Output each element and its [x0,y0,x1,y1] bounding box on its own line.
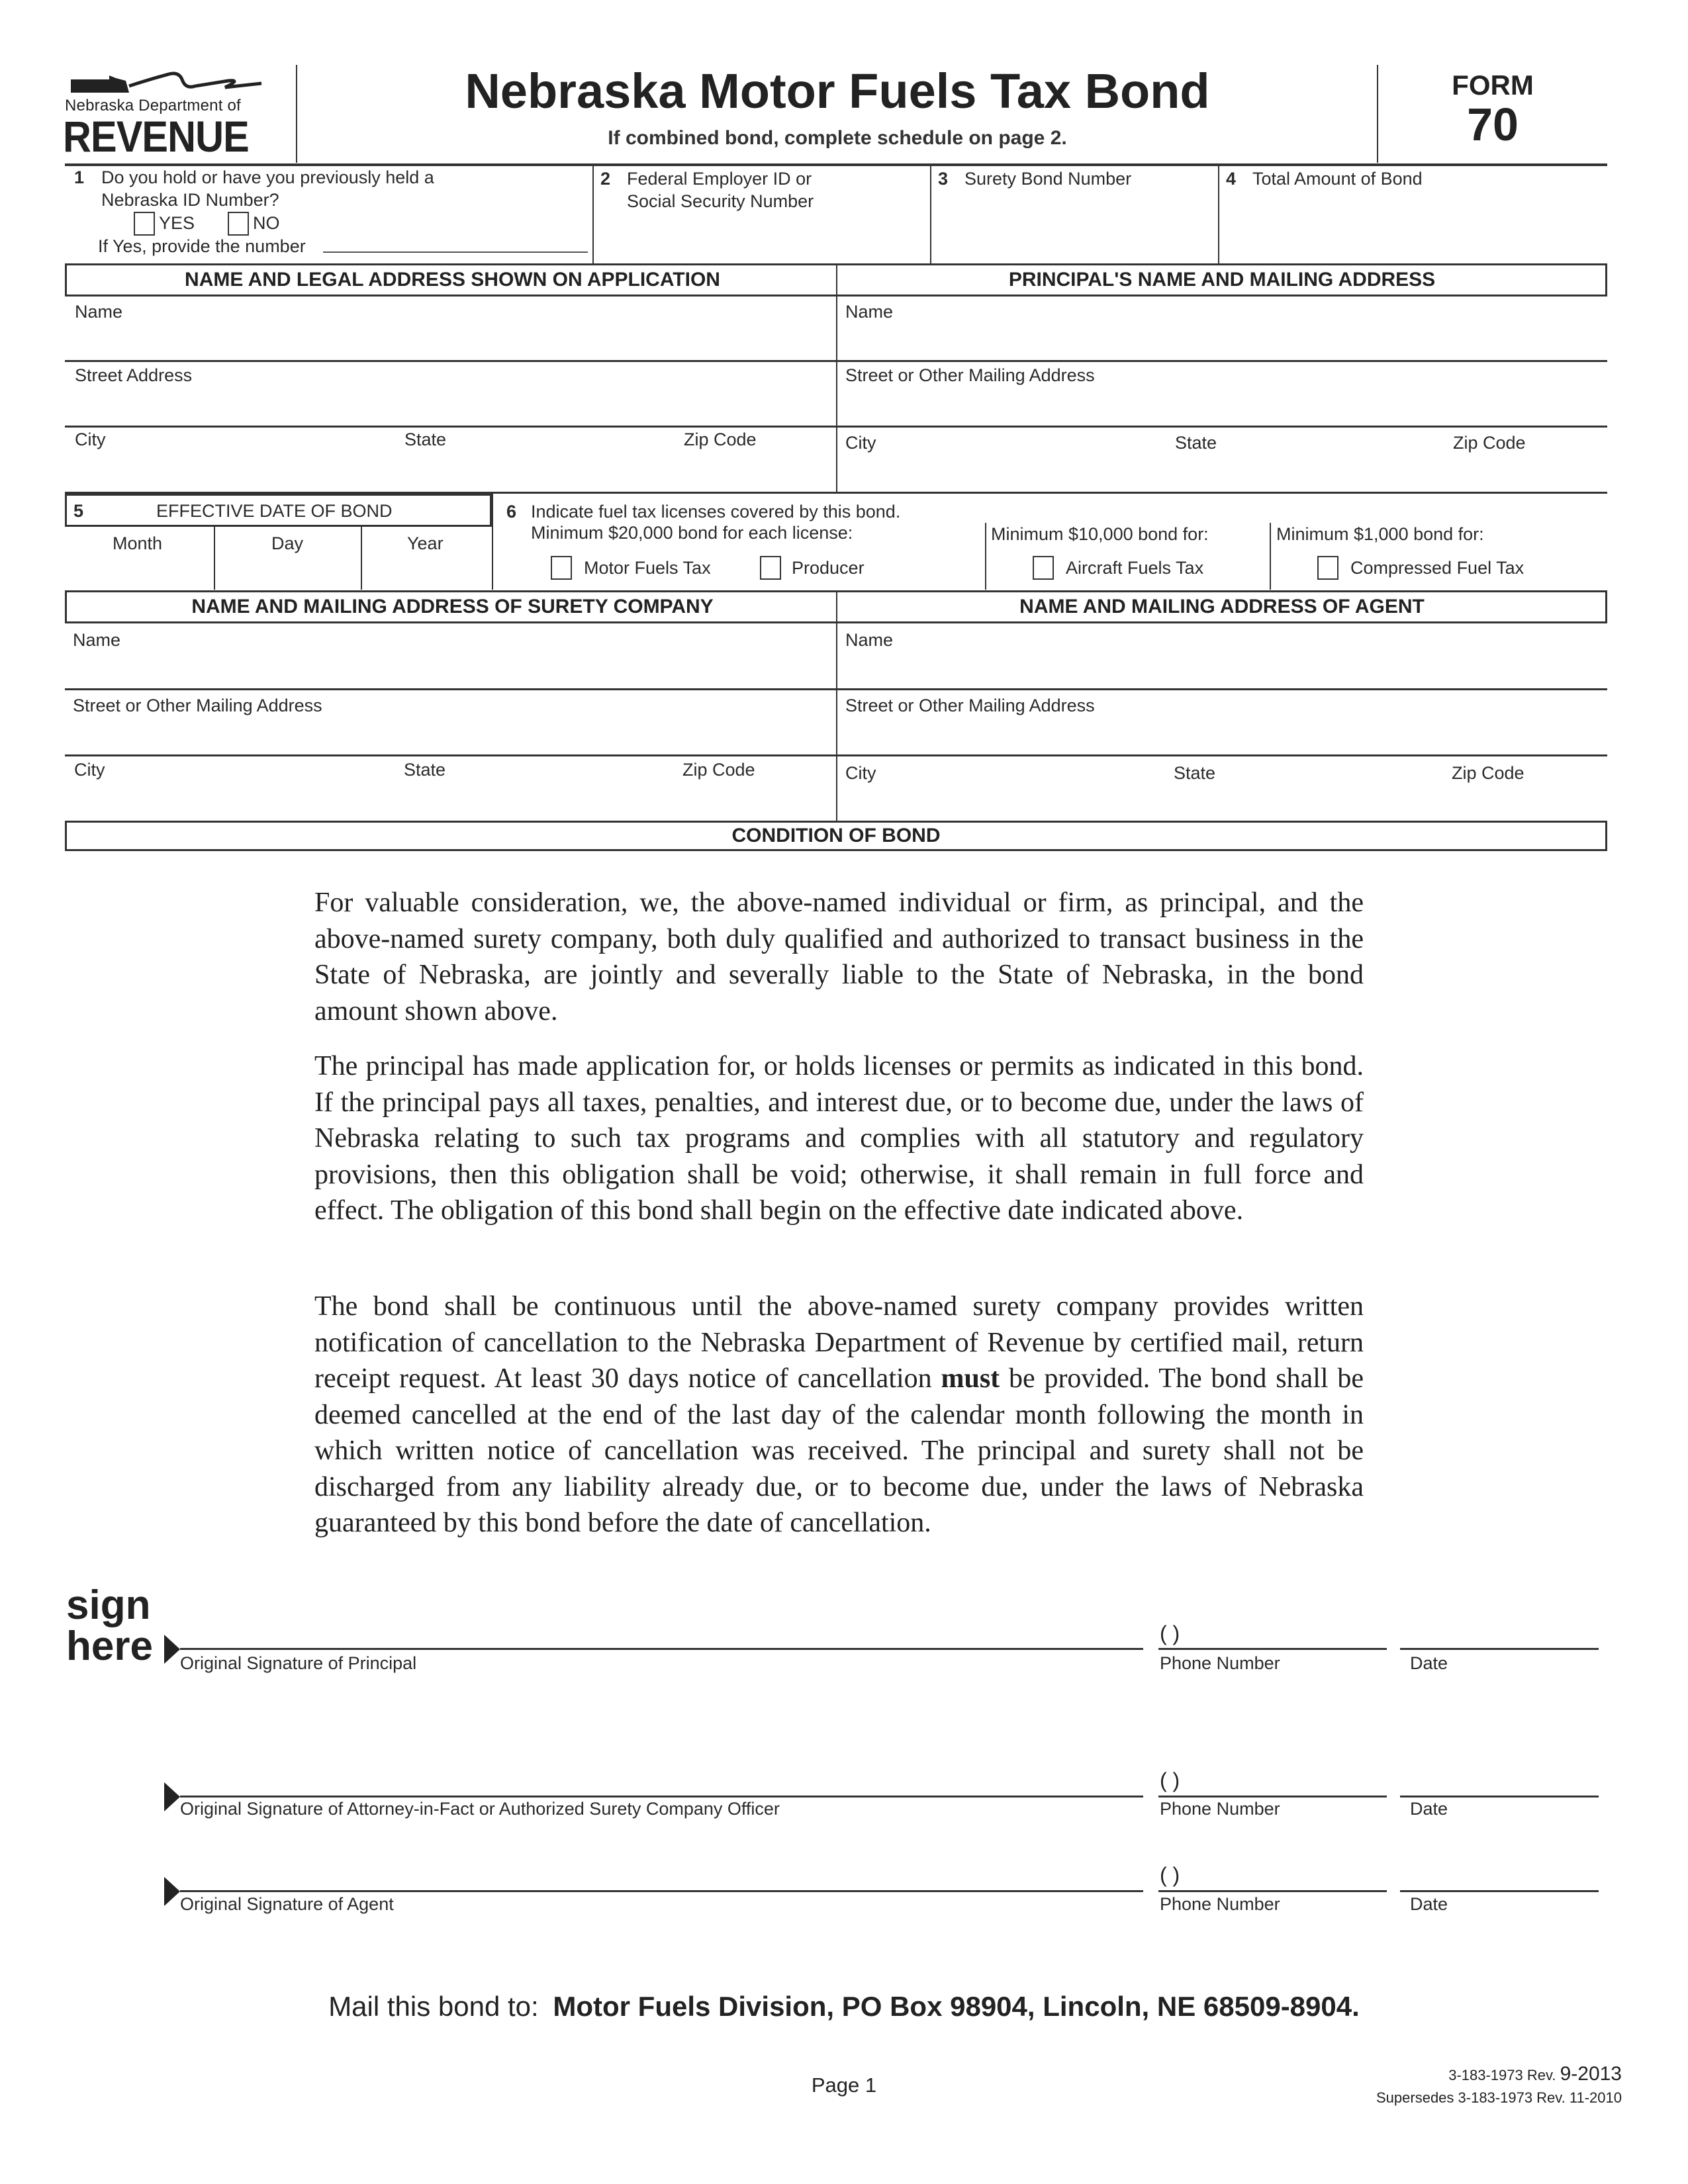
agent-phone-paren: ( ) [1160,1863,1180,1887]
header-divider-left [296,65,297,163]
sign-arrow-icon [164,1877,180,1906]
licenses-line2: Minimum $20,000 bond for each license: [531,523,853,543]
surety-city-label: City [74,760,105,780]
q4-number: 4 [1226,169,1237,189]
app-zip-label: Zip Code [684,430,757,449]
agent-zip-label: Zip Code [1452,763,1524,783]
sign-text: sign [66,1582,151,1628]
condition-paragraph-3 [314,1289,1364,1541]
agent-signature-line[interactable] [180,1890,1143,1892]
year-field[interactable] [362,527,492,590]
effective-date-header [65,494,492,527]
agent-date-label: Date [1410,1894,1448,1914]
agent-street-field[interactable] [837,690,1607,754]
compressed-fuel-tax-checkbox[interactable] [1317,556,1338,580]
effective-date-title: EFFECTIVE DATE OF BOND [156,501,393,521]
q1-number-field[interactable] [323,251,588,253]
q1-line2: Nebraska ID Number? [101,190,279,210]
compressed-fuel-tax-label: Compressed Fuel Tax [1350,558,1524,578]
app-state-label: State [404,430,447,449]
q2-line2: Social Security Number [627,191,814,211]
principal-state-label: State [1175,433,1217,453]
supersedes-line: Supersedes 3-183-1973 Rev. 11-2010 [1376,2089,1622,2106]
principal-zip-label: Zip Code [1453,433,1526,453]
q1-no-label: NO [253,213,280,233]
q1-number: 1 [74,167,85,187]
principal-name-field[interactable] [837,296,1607,360]
month-label: Month [113,533,163,553]
nebraska-map-icon [63,66,268,99]
mail-prefix: Mail this bond to: [328,1991,539,2022]
page-number: Page 1 [811,2073,877,2097]
year-label: Year [407,533,444,553]
app-city-row[interactable] [65,428,836,491]
motor-fuels-tax-checkbox[interactable] [551,556,572,580]
principal-signature-line[interactable] [180,1648,1143,1650]
form-label: FORM [1452,69,1534,101]
mail-instructions [0,1991,1688,2023]
q1-line1: Do you hold or have you previously held a [101,167,434,187]
month-field[interactable] [65,527,214,590]
form-title: Nebraska Motor Fuels Tax Bond [465,64,1210,118]
surety-name-label: Name [73,630,121,650]
section-b-left-header: NAME AND MAILING ADDRESS OF SURETY COMPANY [191,596,714,617]
agent-phone-line[interactable] [1158,1890,1387,1892]
licenses-number: 6 [506,502,517,522]
surety-zip-label: Zip Code [682,760,755,780]
agency-logo [63,66,268,159]
day-field[interactable] [215,527,361,590]
revision-prefix: 3-183-1973 Rev. [1448,2067,1556,2083]
agency-line1: Nebraska Department of [65,97,241,114]
agent-name-label: Name [845,630,894,650]
agent-state-label: State [1174,763,1216,783]
aircraft-fuels-tax-label: Aircraft Fuels Tax [1066,558,1204,578]
sign-here-label [66,1582,153,1669]
q3-number: 3 [938,169,949,189]
agent-phone-label: Phone Number [1160,1894,1280,1914]
principal-city-row[interactable] [837,428,1607,491]
divider [492,494,493,590]
principal-street-field[interactable] [837,362,1607,426]
agent-city-row[interactable] [837,756,1607,820]
question-4[interactable] [1219,165,1607,261]
q1-yes-label: YES [159,213,195,233]
min-1k-label: Minimum $1,000 bond for: [1276,524,1484,544]
agent-city-label: City [845,763,876,783]
principal-phone-paren: ( ) [1160,1621,1180,1645]
day-label: Day [271,533,304,553]
condition-title: CONDITION OF BOND [731,825,941,846]
revision-date: 9-2013 [1560,2063,1622,2085]
section-a-right-header: PRINCIPAL'S NAME AND MAILING ADDRESS [1008,269,1436,291]
principal-city-label: City [845,433,876,453]
producer-checkbox[interactable] [760,556,781,580]
principal-phone-line[interactable] [1158,1648,1387,1650]
mail-address: Motor Fuels Division, PO Box 98904, Lincoln, NE 68509-8904. [553,1991,1360,2022]
surety-date-label: Date [1410,1799,1448,1819]
condition-paragraph-2: The principal has made application for, or holds licenses or permits as indicated in this bond. If the principal pays all taxes, penalties, and interest due, or to become due, under the laws of Nebraska relating to such tax programs and complies with all statutory and regulatory provisions, then this obligation shall be void; otherwise, it shall remain in full force and effect. The obligation of this bond shall begin on the effective date indicated above. [314,1051,1364,1226]
header-divider-right [1377,65,1378,163]
here-text: here [66,1623,153,1669]
q2-number: 2 [600,169,611,189]
motor-fuels-tax-label: Motor Fuels Tax [584,558,711,578]
q1-provide-label: If Yes, provide the number [98,236,306,256]
surety-phone-paren: ( ) [1160,1768,1180,1792]
section-b-right-header: NAME AND MAILING ADDRESS OF AGENT [1019,596,1425,617]
q1-no-checkbox[interactable] [228,212,249,236]
surety-officer-signature-label: Original Signature of Attorney-in-Fact or Authorized Surety Company Officer [180,1799,780,1819]
question-1 [65,165,591,261]
sign-arrow-icon [164,1635,180,1664]
app-name-field[interactable] [65,296,836,360]
form-number: 70 [1467,99,1519,150]
app-street-field[interactable] [65,362,836,426]
divider [1270,523,1271,590]
aircraft-fuels-tax-checkbox[interactable] [1033,556,1054,580]
app-name-label: Name [75,302,123,322]
revision-line [1448,2063,1622,2085]
principal-name-label: Name [845,302,894,322]
p3-text-before: The bond shall be continuous until the above-named surety company provides written notification of cancellation to the Nebraska Department of Revenue by certified mail, return receipt request. At least 30 days notice of cancellation [314,1291,1364,1394]
p3-text-after: be provided. The bond shall be deemed cancelled at the end of the last day of the calendar month following the month in which written notice of cancellation was received. The principal and surety shall not be discharged from any liability already due, or to become due, under the laws of Nebraska guaranteed by this bond before the date of cancellation. [314,1363,1364,1538]
p3-emphasis: must [941,1363,1000,1394]
app-city-label: City [75,430,106,449]
principal-date-label: Date [1410,1653,1448,1673]
form-subtitle: If combined bond, complete schedule on page 2. [608,127,1067,149]
q1-yes-checkbox[interactable] [134,212,155,236]
app-street-label: Street Address [75,365,193,385]
q2-line1: Federal Employer ID or [627,169,812,189]
question-3[interactable] [931,165,1216,261]
agent-name-field[interactable] [837,623,1607,687]
divider [985,523,986,590]
min-10k-label: Minimum $10,000 bond for: [991,524,1209,544]
q4-label: Total Amount of Bond [1252,169,1423,189]
effective-date-number: 5 [73,501,84,521]
condition-paragraph-1: For valuable consideration, we, the above-named individual or firm, as principal, and the above-named surety company, both duly qualified and authorized to transact business in the State of Nebraska, are jointly and severally liable to the State of Nebraska, in the bond amount shown above. [314,887,1364,1026]
section-a-left-header: NAME AND LEGAL ADDRESS SHOWN ON APPLICATION [185,269,720,291]
producer-label: Producer [792,558,865,578]
principal-street-label: Street or Other Mailing Address [845,365,1095,385]
surety-officer-signature-line[interactable] [180,1796,1143,1797]
surety-phone-label: Phone Number [1160,1799,1280,1819]
principal-phone-label: Phone Number [1160,1653,1280,1673]
surety-street-field[interactable] [65,690,836,754]
surety-state-label: State [404,760,446,780]
licenses-line1: Indicate fuel tax licenses covered by this bond. [531,502,901,522]
surety-street-label: Street or Other Mailing Address [73,696,322,715]
principal-date-line[interactable] [1400,1648,1599,1650]
surety-name-field[interactable] [65,623,836,687]
principal-signature-label: Original Signature of Principal [180,1653,417,1673]
agency-line2: REVENUE [63,112,249,161]
surety-date-line[interactable] [1400,1796,1599,1797]
surety-city-row[interactable] [65,756,836,820]
condition-header [65,821,1607,851]
question-2[interactable] [594,165,928,261]
q3-label: Surety Bond Number [964,169,1132,189]
agent-signature-label: Original Signature of Agent [180,1894,394,1914]
agent-street-label: Street or Other Mailing Address [845,696,1095,715]
sign-arrow-icon [164,1782,180,1811]
surety-phone-line[interactable] [1158,1796,1387,1797]
agent-date-line[interactable] [1400,1890,1599,1892]
